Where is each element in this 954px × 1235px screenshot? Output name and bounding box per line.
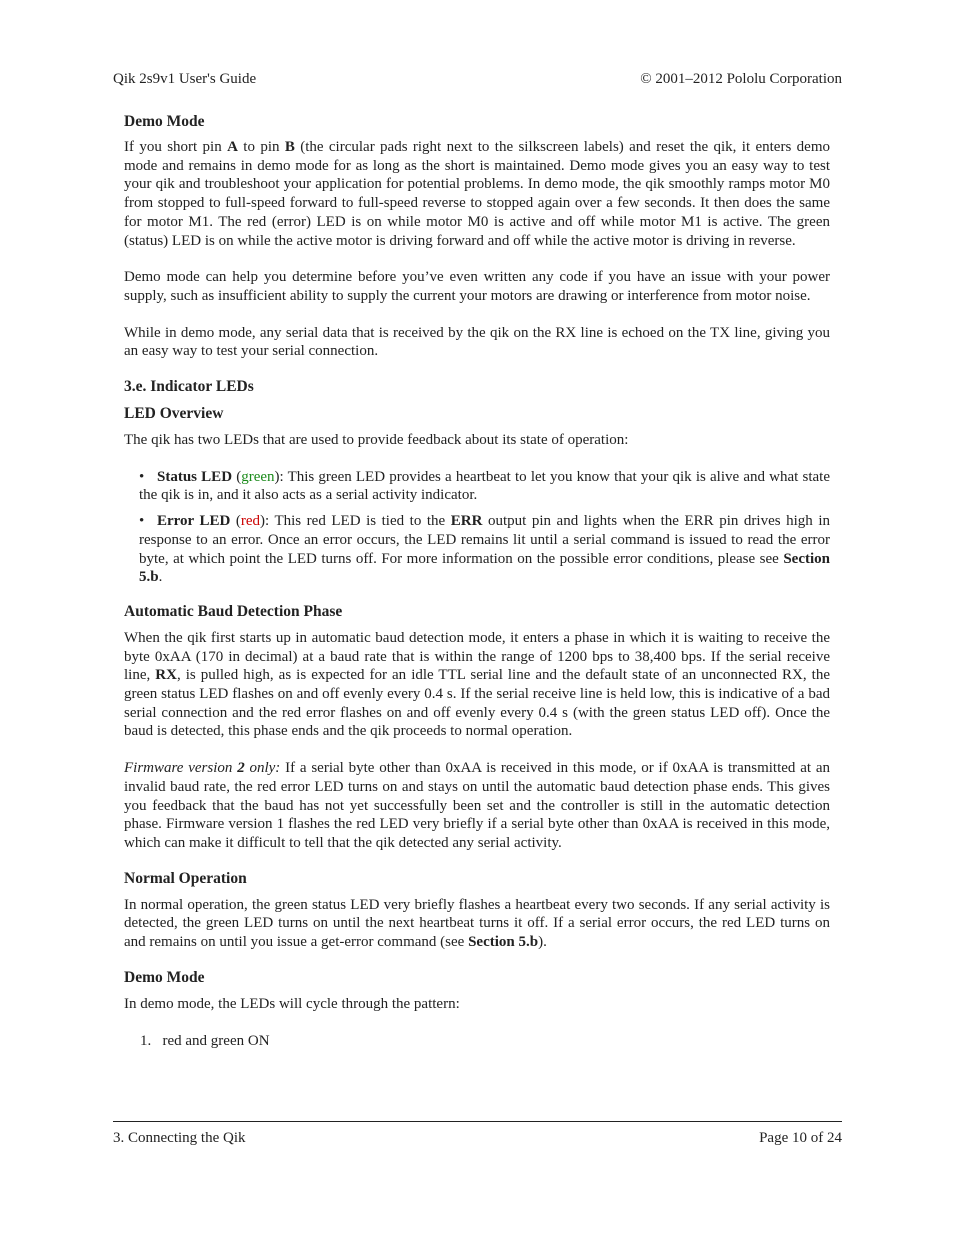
page-content (124, 112, 830, 1050)
footer-chapter: 3. Connecting the Qik (113, 1130, 246, 1146)
page-header (113, 69, 842, 89)
bullet-icon: • (139, 513, 145, 530)
heading-auto-baud: Automatic Baud Detection Phase (124, 602, 343, 620)
heading-led-overview: LED Overview (124, 405, 224, 423)
list-item: • Error LED (red): This red LED is tied to the ERR output pin and lights when the ERR pin drives high in response to an error. Once an error occurs, the LED remains lit until a serial command is issued to read the error byte, at which point the LED turns off. For more information on the possible error conditions, please see Section 5.b. (139, 513, 831, 586)
list-item: • Status LED (green): This green LED provides a heartbeat to let you know that your qik is alive and what state the qik is in, and it also acts as a serial activity indicator. (139, 468, 830, 504)
heading-normal-operation: Normal Operation (124, 869, 247, 887)
heading-demo-mode: Demo Mode (124, 113, 205, 130)
section-title: 3.e. Indicator LEDs (124, 378, 254, 396)
footer-page-number: Page 10 of 24 (759, 1130, 842, 1146)
overview-intro: The qik has two LEDs that are used to provide feedback about its state of operation: (124, 432, 629, 449)
auto-paragraph-2: Firmware version 2 only: If a serial byte other than 0xAA is received in this mode, or if 0xAA is transmitted at an invalid baud rate, the red error LED turns on and stays on until the automatic baud detection phase ends. This gives you feedback that the baud has not yet successfully been set and the controller is still in the automatic detection phase. Firmware version 1 flashes the red LED very briefly if a serial byte other than 0xAA is received in this mode, which can make it difficult to tell that the qik detected any serial activity. (124, 760, 830, 851)
bullet-icon: • (139, 468, 145, 485)
demo-paragraph-2: Demo mode can help you determine before you’ve even written any code if you have an issue with your power supply, such as insufficient ability to supply the current your motors are drawing or interference from motor noise. (124, 269, 830, 304)
pattern-list (124, 1032, 830, 1051)
list-item: 1. red and green ON (140, 1032, 270, 1049)
demo-paragraph-1: If you short pin A to pin B (the circular pads right next to the silkscreen labels) and reset the qik, it enters demo mode and remains in demo mode for as long as the short is maintained. Demo mode gives you an easy way to test your qik and troubleshoot your application for potential problems. In demo mode, the qik smoothly ramps motor M0 from stopped to full-speed forward to full-speed reverse to stopped again over a few seconds. It then does the same for motor M1. The red (error) LED is on while motor M0 is active and off while motor M1 is active. The green (status) LED is on while the active motor is driving forward and off while the active motor is driving in reverse. (124, 139, 830, 249)
demo2-intro: In demo mode, the LEDs will cycle through the pattern: (124, 995, 460, 1012)
heading-demo-mode-2: Demo Mode (124, 968, 205, 986)
led-list (124, 468, 830, 587)
section-link: Section 5.b (139, 550, 830, 586)
header-title: Qik 2s9v1 User's Guide (113, 71, 257, 87)
header-copyright: © 2001–2012 Pololu Corporation (640, 71, 842, 87)
normal-paragraph: In normal operation, the green status LED very briefly flashes a heartbeat every two seconds. If any serial activity is detected, the green LED turns on until the next heartbeat turns it off. If a serial error occurs, the red LED turns on and remains on until you issue a get-error command (see Section 5.b). (124, 896, 830, 951)
page-footer (113, 1121, 842, 1146)
auto-paragraph-1: When the qik first starts up in automatic baud detection mode, it enters a phase in which it is waiting to receive the byte 0xAA (170 in decimal) at a baud rate that is within the range of 1200 bps to 38,400 bps. If the serial receive line, RX, is pulled high, as is expected for an idle TTL serial line and the default state of an unconnected RX, the green status LED flashes on and off evenly every 0.4 s. If the serial receive line is held low, this is indicative of a bad serial connection and the red error flashes on and off evenly every 0.4 s (with the green status LED off). Once the baud is detected, this phase ends and the qik proceeds to normal operation. (124, 629, 830, 740)
demo-paragraph-3: While in demo mode, any serial data that is received by the qik on the RX line is echoed on the TX line, giving you an easy way to test your serial connection. (124, 324, 830, 360)
